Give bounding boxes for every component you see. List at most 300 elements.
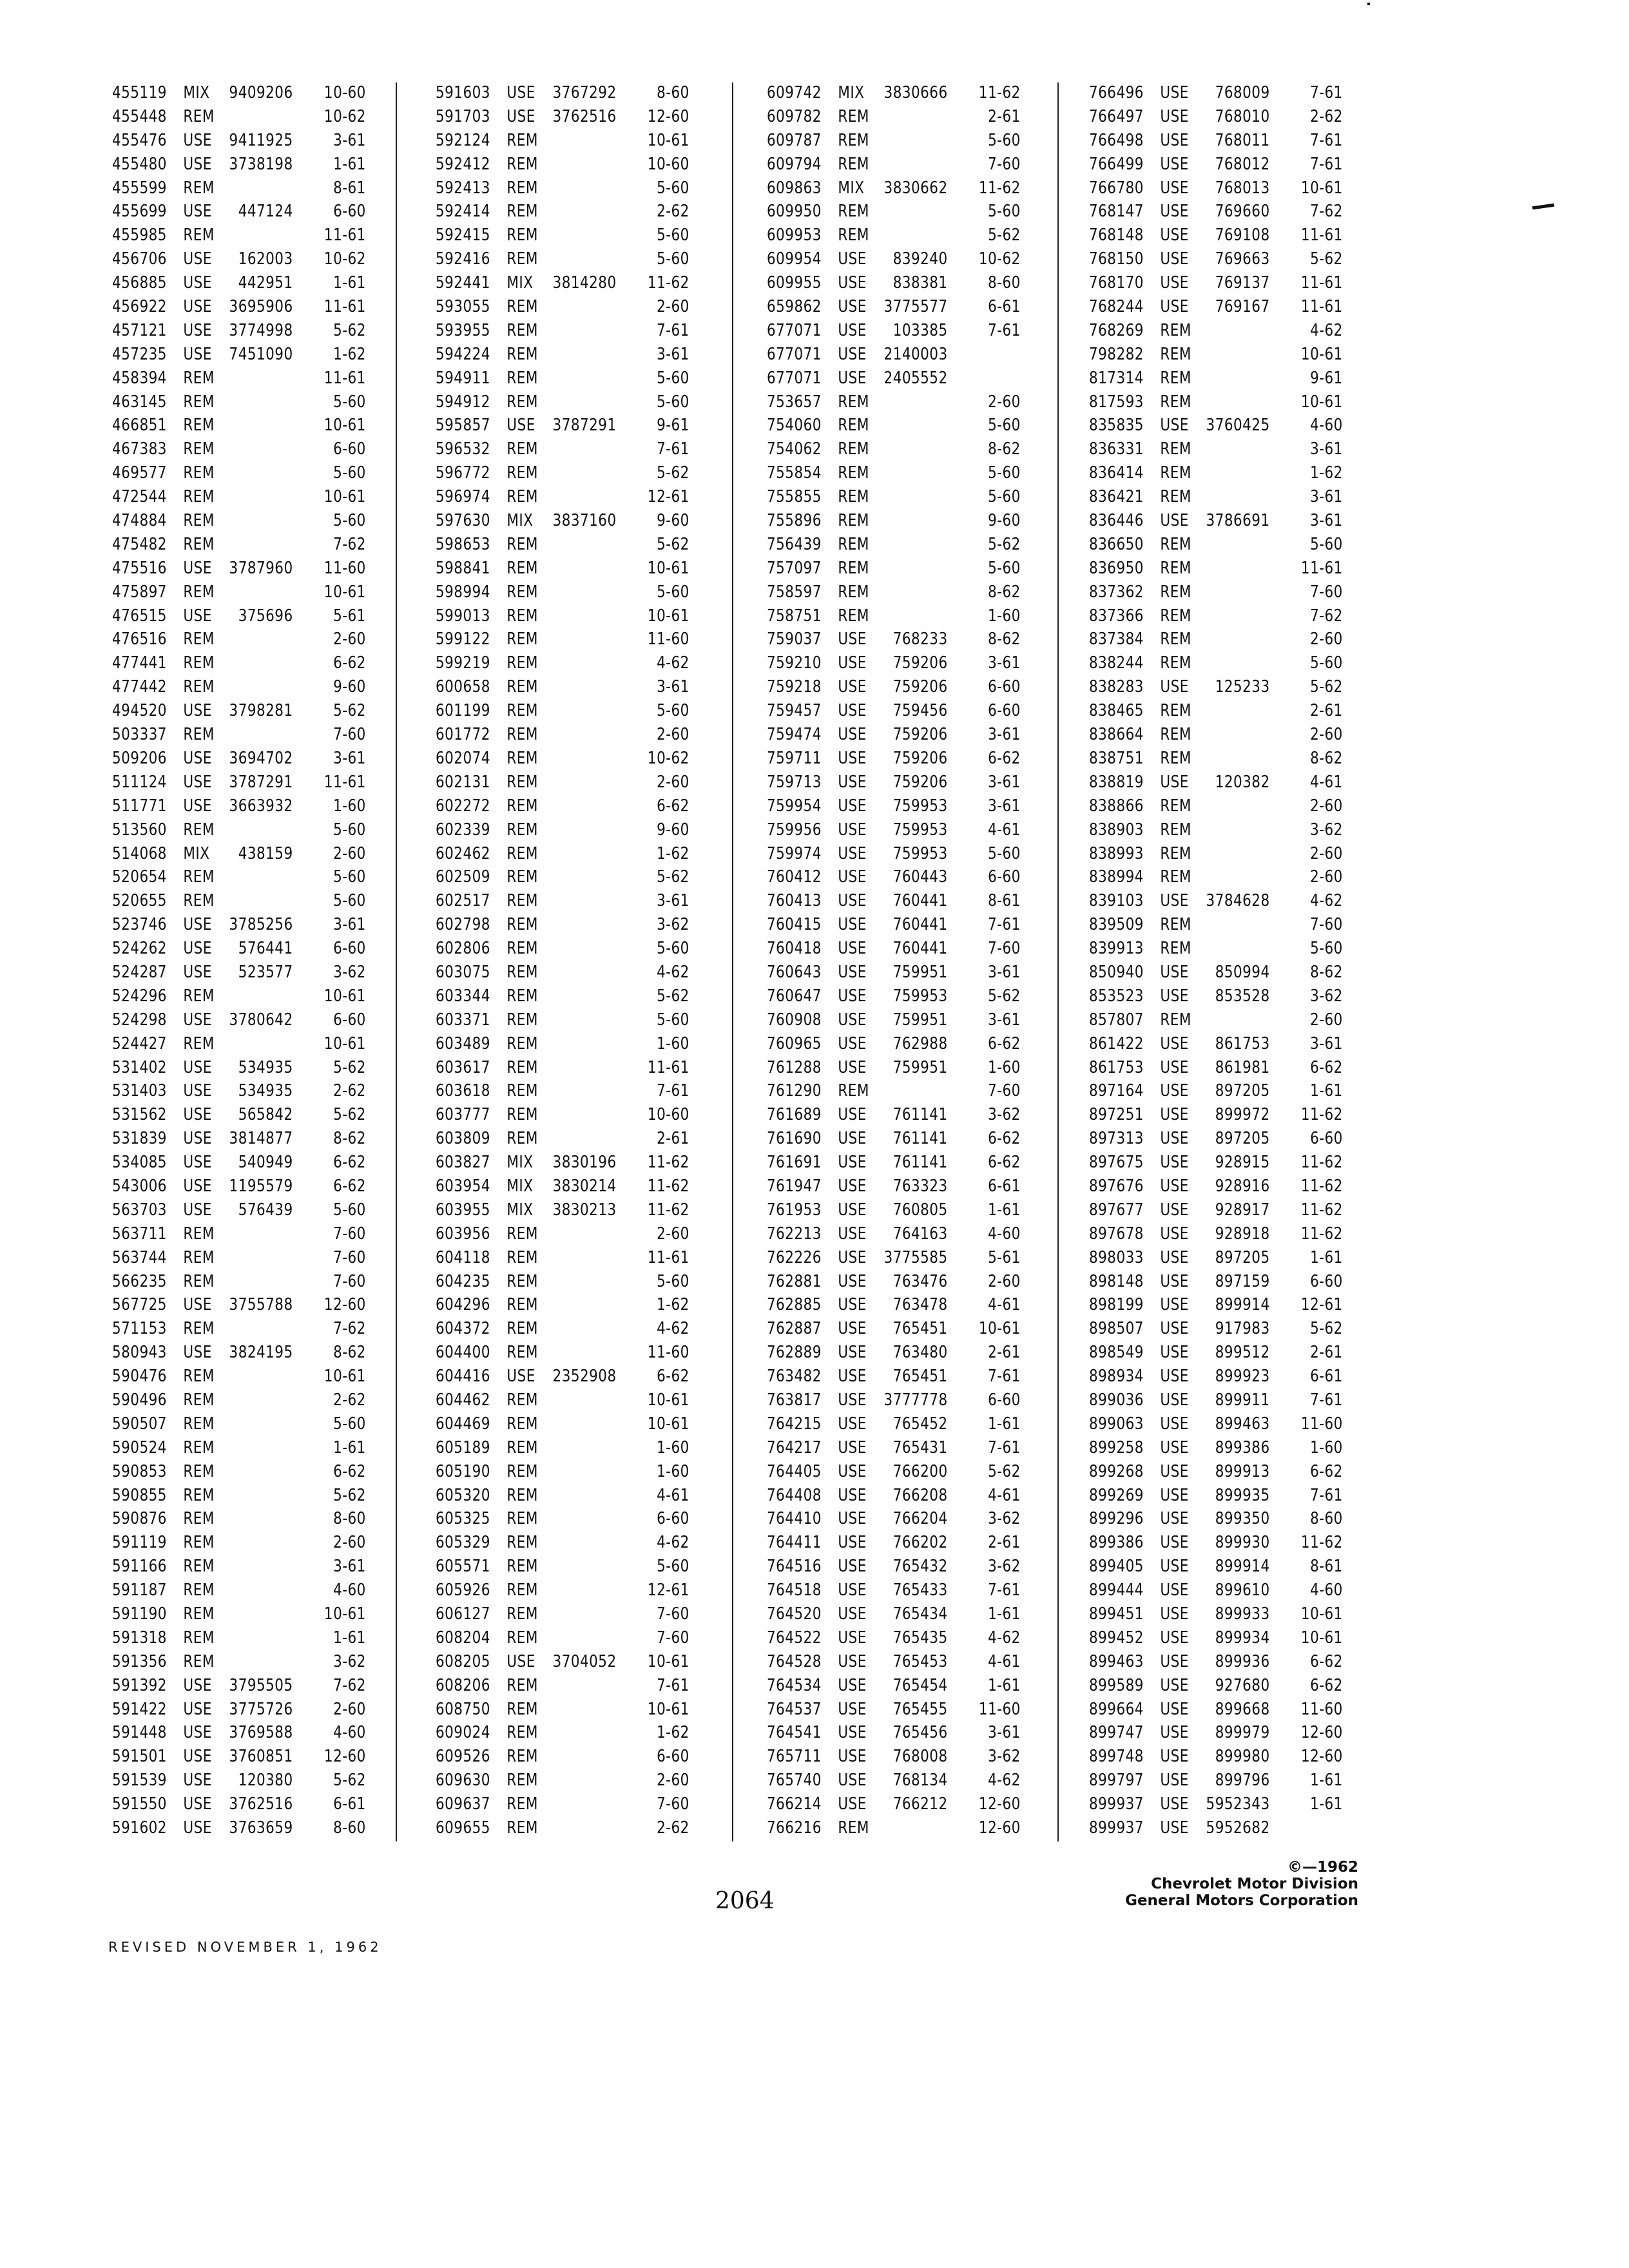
effective-date: 4-61 <box>988 1295 1021 1315</box>
publisher-line: Chevrolet Motor Division <box>1151 1876 1358 1892</box>
disposition-code: USE <box>183 202 212 222</box>
replacement-number: 899668 <box>1215 1699 1270 1719</box>
effective-date: 7-60 <box>657 1628 689 1648</box>
disposition-code: USE <box>183 1010 212 1030</box>
effective-date: 5-62 <box>333 1057 366 1077</box>
part-number: 608204 <box>436 1628 490 1648</box>
effective-date: 2-60 <box>988 1271 1021 1291</box>
replacement-number: 899972 <box>1215 1105 1270 1125</box>
effective-date: 11-61 <box>323 772 366 792</box>
disposition-code: REM <box>506 1295 538 1315</box>
part-number: 836414 <box>1089 463 1144 483</box>
part-number: 603809 <box>436 1129 490 1149</box>
effective-date: 4-62 <box>657 653 689 673</box>
part-number: 899451 <box>1089 1604 1144 1624</box>
disposition-code: USE <box>183 130 212 150</box>
disposition-code: USE <box>838 1390 867 1410</box>
replacement-number: 768010 <box>1215 106 1270 126</box>
replacement-number: 761141 <box>892 1153 948 1173</box>
effective-date: 6-62 <box>333 653 366 673</box>
replacement-number: 765451 <box>892 1319 948 1339</box>
replacement-number: 3814280 <box>552 273 617 293</box>
effective-date: 7-61 <box>988 1437 1021 1457</box>
disposition-code: REM <box>1160 867 1191 887</box>
part-number: 836331 <box>1089 439 1144 459</box>
effective-date: 6-60 <box>333 439 366 459</box>
part-number: 760647 <box>767 986 822 1006</box>
disposition-code: REM <box>838 1818 869 1838</box>
part-number: 599219 <box>436 653 490 673</box>
effective-date: 1-61 <box>988 1414 1021 1434</box>
effective-date: 1-61 <box>1310 1794 1343 1814</box>
disposition-code: REM <box>183 725 215 745</box>
replacement-number: 768013 <box>1215 178 1270 198</box>
disposition-code: USE <box>1160 1271 1189 1291</box>
part-number: 608205 <box>436 1651 490 1671</box>
replacement-number: 899610 <box>1215 1581 1270 1600</box>
replacement-number: 928915 <box>1215 1153 1270 1173</box>
disposition-code: REM <box>183 511 215 531</box>
part-number: 897678 <box>1089 1224 1144 1244</box>
effective-date: 5-62 <box>657 463 689 483</box>
disposition-code: USE <box>1160 416 1189 436</box>
part-number: 761288 <box>767 1057 822 1077</box>
replacement-number: 768008 <box>892 1747 948 1767</box>
part-number: 524287 <box>112 962 167 982</box>
effective-date: 8-62 <box>988 439 1021 459</box>
replacement-number: 838381 <box>892 273 948 293</box>
effective-date: 5-60 <box>333 511 366 531</box>
part-number: 838994 <box>1089 867 1144 887</box>
part-number: 838819 <box>1089 772 1144 792</box>
disposition-code: USE <box>1160 1794 1189 1814</box>
disposition-code: USE <box>1160 226 1189 245</box>
effective-date: 5-62 <box>988 1461 1021 1481</box>
part-number: 764516 <box>767 1557 822 1577</box>
disposition-code: USE <box>183 344 212 364</box>
part-number: 598841 <box>436 558 490 578</box>
replacement-number: 3830666 <box>883 83 948 102</box>
disposition-code: REM <box>506 1533 538 1553</box>
part-number: 899797 <box>1089 1771 1144 1791</box>
effective-date: 2-60 <box>1310 843 1343 863</box>
part-number: 764528 <box>767 1651 822 1671</box>
replacement-number: 927680 <box>1215 1675 1270 1695</box>
effective-date: 10-60 <box>647 154 689 174</box>
part-number: 836421 <box>1089 487 1144 507</box>
effective-date: 3-61 <box>988 962 1021 982</box>
part-number: 899296 <box>1089 1509 1144 1529</box>
part-number: 466851 <box>112 416 167 436</box>
effective-date: 8-61 <box>988 891 1021 911</box>
disposition-code: USE <box>838 320 867 340</box>
part-number: 524296 <box>112 986 167 1006</box>
effective-date: 7-62 <box>1310 202 1343 222</box>
part-number: 897164 <box>1089 1081 1144 1101</box>
replacement-number: 897205 <box>1215 1081 1270 1101</box>
effective-date: 4-62 <box>988 1771 1021 1791</box>
part-number: 605329 <box>436 1533 490 1553</box>
part-number: 603954 <box>436 1176 490 1196</box>
disposition-code: MIX <box>506 1200 534 1220</box>
effective-date: 2-60 <box>1310 1010 1343 1030</box>
disposition-code: REM <box>183 1033 215 1053</box>
part-number: 764522 <box>767 1628 822 1648</box>
part-number: 520655 <box>112 891 167 911</box>
effective-date: 4-61 <box>988 820 1021 840</box>
effective-date: 5-60 <box>333 820 366 840</box>
replacement-number: 3824195 <box>229 1343 293 1363</box>
disposition-code: USE <box>838 1437 867 1457</box>
replacement-number: 759953 <box>892 820 948 840</box>
part-number: 762889 <box>767 1343 822 1363</box>
disposition-code: REM <box>1160 843 1191 863</box>
replacement-number: 3780642 <box>229 1010 293 1030</box>
replacement-number: 3784628 <box>1206 891 1270 911</box>
effective-date: 9-61 <box>657 416 689 436</box>
part-number: 598653 <box>436 534 490 554</box>
disposition-code: REM <box>506 1794 538 1814</box>
part-number: 899452 <box>1089 1628 1144 1648</box>
disposition-code: USE <box>838 1367 867 1387</box>
part-number: 514068 <box>112 843 167 863</box>
effective-date: 7-60 <box>1310 915 1343 935</box>
part-number: 563711 <box>112 1224 167 1244</box>
effective-date: 7-60 <box>333 1271 366 1291</box>
disposition-code: USE <box>838 1581 867 1600</box>
disposition-code: REM <box>506 1771 538 1791</box>
disposition-code: MIX <box>183 83 210 102</box>
disposition-code: REM <box>183 1651 215 1671</box>
effective-date: 12-60 <box>978 1818 1021 1838</box>
replacement-number: 3814877 <box>229 1129 293 1149</box>
disposition-code: USE <box>1160 1247 1189 1267</box>
part-number: 457121 <box>112 320 167 340</box>
disposition-code: MIX <box>183 843 210 863</box>
disposition-code: REM <box>506 154 538 174</box>
disposition-code: REM <box>183 1509 215 1529</box>
disposition-code: USE <box>838 915 867 935</box>
replacement-number: 768012 <box>1215 154 1270 174</box>
effective-date: 5-60 <box>333 1414 366 1434</box>
disposition-code: REM <box>183 1533 215 1553</box>
effective-date: 5-62 <box>657 986 689 1006</box>
part-number: 838465 <box>1089 701 1144 721</box>
disposition-code: REM <box>1160 653 1191 673</box>
effective-date: 2-62 <box>1310 106 1343 126</box>
part-number: 762881 <box>767 1271 822 1291</box>
part-number: 759713 <box>767 772 822 792</box>
disposition-code: USE <box>1160 1675 1189 1695</box>
part-number: 455476 <box>112 130 167 150</box>
effective-date: 4-61 <box>988 1485 1021 1505</box>
disposition-code: USE <box>183 1723 212 1743</box>
disposition-code: REM <box>1160 748 1191 768</box>
effective-date: 3-61 <box>657 891 689 911</box>
disposition-code: USE <box>183 748 212 768</box>
disposition-code: REM <box>506 297 538 317</box>
effective-date: 10-61 <box>323 1033 366 1053</box>
effective-date: 11-61 <box>323 226 366 245</box>
part-number: 761947 <box>767 1176 822 1196</box>
disposition-code: REM <box>506 939 538 959</box>
disposition-code: USE <box>1160 1153 1189 1173</box>
disposition-code: USE <box>1160 1628 1189 1648</box>
disposition-code: REM <box>506 1675 538 1695</box>
disposition-code: USE <box>1160 1699 1189 1719</box>
replacement-number: 897159 <box>1215 1271 1270 1291</box>
part-number: 759037 <box>767 629 822 649</box>
replacement-number: 761141 <box>892 1129 948 1149</box>
effective-date: 2-60 <box>657 297 689 317</box>
effective-date: 5-60 <box>988 558 1021 578</box>
effective-date: 6-62 <box>333 1461 366 1481</box>
disposition-code: REM <box>838 534 869 554</box>
effective-date: 3-62 <box>1310 986 1343 1006</box>
disposition-code: REM <box>506 226 538 245</box>
replacement-number: 899936 <box>1215 1651 1270 1671</box>
effective-date: 10-61 <box>323 1604 366 1624</box>
part-number: 899036 <box>1089 1390 1144 1410</box>
disposition-code: USE <box>838 1414 867 1434</box>
part-number: 677071 <box>767 344 822 364</box>
part-number: 837362 <box>1089 582 1144 602</box>
effective-date: 11-60 <box>647 629 689 649</box>
part-number: 764541 <box>767 1723 822 1743</box>
disposition-code: REM <box>506 178 538 198</box>
disposition-code: USE <box>838 843 867 863</box>
part-number: 599013 <box>436 606 490 626</box>
part-number: 591356 <box>112 1651 167 1671</box>
part-number: 768244 <box>1089 297 1144 317</box>
effective-date: 1-60 <box>988 606 1021 626</box>
part-number: 760908 <box>767 1010 822 1030</box>
part-number: 513560 <box>112 820 167 840</box>
part-number: 456706 <box>112 249 167 269</box>
disposition-code: USE <box>1160 1723 1189 1743</box>
part-number: 531402 <box>112 1057 167 1077</box>
disposition-code: USE <box>506 416 535 436</box>
part-number: 455119 <box>112 83 167 102</box>
disposition-code: REM <box>506 558 538 578</box>
part-number: 531839 <box>112 1129 167 1149</box>
part-number: 759711 <box>767 748 822 768</box>
effective-date: 1-61 <box>333 1628 366 1648</box>
disposition-code: REM <box>183 820 215 840</box>
part-number: 590496 <box>112 1390 167 1410</box>
effective-date: 5-62 <box>988 226 1021 245</box>
part-number: 764537 <box>767 1699 822 1719</box>
effective-date: 5-62 <box>988 986 1021 1006</box>
effective-date: 4-61 <box>1310 772 1343 792</box>
effective-date: 1-61 <box>333 1437 366 1457</box>
disposition-code: REM <box>506 677 538 697</box>
replacement-number: 928917 <box>1215 1200 1270 1220</box>
part-number: 758597 <box>767 582 822 602</box>
part-number: 476516 <box>112 629 167 649</box>
effective-date: 3-61 <box>1310 487 1343 507</box>
part-number: 591448 <box>112 1723 167 1743</box>
replacement-number: 3760425 <box>1206 416 1270 436</box>
effective-date: 11-62 <box>1300 1176 1343 1196</box>
effective-date: 11-61 <box>323 368 366 388</box>
effective-date: 11-62 <box>1300 1224 1343 1244</box>
part-number: 766499 <box>1089 154 1144 174</box>
part-number: 609637 <box>436 1794 490 1814</box>
disposition-code: REM <box>506 463 538 483</box>
effective-date: 5-60 <box>657 392 689 412</box>
disposition-code: USE <box>838 772 867 792</box>
effective-date: 10-62 <box>323 249 366 269</box>
disposition-code: USE <box>1160 1343 1189 1363</box>
part-number: 592441 <box>436 273 490 293</box>
effective-date: 3-62 <box>333 1651 366 1671</box>
disposition-code: USE <box>1160 1437 1189 1457</box>
part-number: 602272 <box>436 796 490 816</box>
part-number: 602517 <box>436 891 490 911</box>
part-number: 604118 <box>436 1247 490 1267</box>
margin-mark <box>1532 204 1554 210</box>
disposition-code: USE <box>1160 772 1189 792</box>
replacement-number: 769660 <box>1215 202 1270 222</box>
effective-date: 12-60 <box>323 1747 366 1767</box>
disposition-code: USE <box>838 1628 867 1648</box>
disposition-code: USE <box>838 1176 867 1196</box>
part-number: 897251 <box>1089 1105 1144 1125</box>
effective-date: 1-61 <box>1310 1247 1343 1267</box>
part-number: 592412 <box>436 154 490 174</box>
disposition-code: REM <box>1160 582 1191 602</box>
part-number: 590507 <box>112 1414 167 1434</box>
disposition-code: USE <box>838 1271 867 1291</box>
part-number: 899269 <box>1089 1485 1144 1505</box>
part-number: 531403 <box>112 1081 167 1101</box>
effective-date: 8-60 <box>1310 1509 1343 1529</box>
disposition-code: MIX <box>506 1176 534 1196</box>
effective-date: 5-60 <box>988 130 1021 150</box>
part-number: 758751 <box>767 606 822 626</box>
effective-date: 7-61 <box>988 320 1021 340</box>
disposition-code: REM <box>838 202 869 222</box>
part-number: 609955 <box>767 273 822 293</box>
effective-date: 1-60 <box>657 1461 689 1481</box>
disposition-code: USE <box>838 962 867 982</box>
part-number: 605325 <box>436 1509 490 1529</box>
part-number: 600658 <box>436 677 490 697</box>
effective-date: 4-62 <box>1310 891 1343 911</box>
disposition-code: USE <box>838 677 867 697</box>
effective-date: 5-60 <box>657 226 689 245</box>
part-number: 762213 <box>767 1224 822 1244</box>
part-number: 595857 <box>436 416 490 436</box>
replacement-number: 3769588 <box>229 1723 293 1743</box>
effective-date: 7-60 <box>333 1247 366 1267</box>
effective-date: 10-61 <box>323 416 366 436</box>
disposition-code: USE <box>1160 891 1189 911</box>
effective-date: 2-61 <box>988 106 1021 126</box>
part-number: 591119 <box>112 1533 167 1553</box>
effective-date: 6-62 <box>988 1153 1021 1173</box>
effective-date: 9-61 <box>1310 368 1343 388</box>
disposition-code: REM <box>183 867 215 887</box>
effective-date: 7-60 <box>988 1081 1021 1101</box>
disposition-code: REM <box>838 416 869 436</box>
disposition-code: REM <box>1160 392 1191 412</box>
part-number: 605189 <box>436 1437 490 1457</box>
replacement-number: 3762516 <box>552 106 617 126</box>
effective-date: 10-61 <box>647 1651 689 1671</box>
effective-date: 10-61 <box>1300 392 1343 412</box>
effective-date: 10-62 <box>323 106 366 126</box>
disposition-code: USE <box>838 1533 867 1553</box>
part-number: 590876 <box>112 1509 167 1529</box>
part-number: 474884 <box>112 511 167 531</box>
effective-date: 3-62 <box>1310 820 1343 840</box>
replacement-number: 3775585 <box>883 1247 948 1267</box>
disposition-code: USE <box>183 320 212 340</box>
part-number: 765711 <box>767 1747 822 1767</box>
effective-date: 6-62 <box>988 748 1021 768</box>
replacement-number: 899923 <box>1215 1367 1270 1387</box>
part-number: 899405 <box>1089 1557 1144 1577</box>
effective-date: 3-62 <box>988 1557 1021 1577</box>
effective-date: 3-61 <box>988 796 1021 816</box>
replacement-number: 899796 <box>1215 1771 1270 1791</box>
disposition-code: USE <box>1160 130 1189 150</box>
effective-date: 1-61 <box>988 1604 1021 1624</box>
disposition-code: USE <box>183 1200 212 1220</box>
part-number: 591392 <box>112 1675 167 1695</box>
part-number: 524427 <box>112 1033 167 1053</box>
disposition-code: USE <box>838 1651 867 1671</box>
copyright-block <box>1125 1859 1358 1909</box>
disposition-code: USE <box>183 297 212 317</box>
disposition-code: REM <box>506 534 538 554</box>
replacement-number: 768233 <box>892 629 948 649</box>
effective-date: 4-62 <box>657 1533 689 1553</box>
part-number: 897676 <box>1089 1176 1144 1196</box>
replacement-number: 928916 <box>1215 1176 1270 1196</box>
disposition-code: REM <box>506 582 538 602</box>
disposition-code: REM <box>838 558 869 578</box>
replacement-number: 3798281 <box>229 701 293 721</box>
replacement-number: 5952682 <box>1206 1818 1270 1838</box>
effective-date: 2-60 <box>1310 725 1343 745</box>
disposition-code: USE <box>838 1200 867 1220</box>
part-number: 455699 <box>112 202 167 222</box>
part-number: 766497 <box>1089 106 1144 126</box>
part-number: 853523 <box>1089 986 1144 1006</box>
replacement-number: 759206 <box>892 677 948 697</box>
disposition-code: USE <box>183 701 212 721</box>
part-number: 768148 <box>1089 226 1144 245</box>
disposition-code: REM <box>1160 796 1191 816</box>
effective-date: 3-62 <box>988 1509 1021 1529</box>
part-number: 764520 <box>767 1604 822 1624</box>
effective-date: 7-61 <box>1310 1485 1343 1505</box>
margin-mark <box>1367 3 1370 5</box>
part-number: 590853 <box>112 1461 167 1481</box>
disposition-code: REM <box>1160 463 1191 483</box>
effective-date: 4-61 <box>988 1651 1021 1671</box>
replacement-number: 565842 <box>238 1105 293 1125</box>
part-number: 838244 <box>1089 653 1144 673</box>
effective-date: 5-62 <box>333 1105 366 1125</box>
disposition-code: USE <box>1160 1081 1189 1101</box>
replacement-number: 897205 <box>1215 1129 1270 1149</box>
disposition-code: USE <box>838 796 867 816</box>
effective-date: 5-61 <box>333 606 366 626</box>
